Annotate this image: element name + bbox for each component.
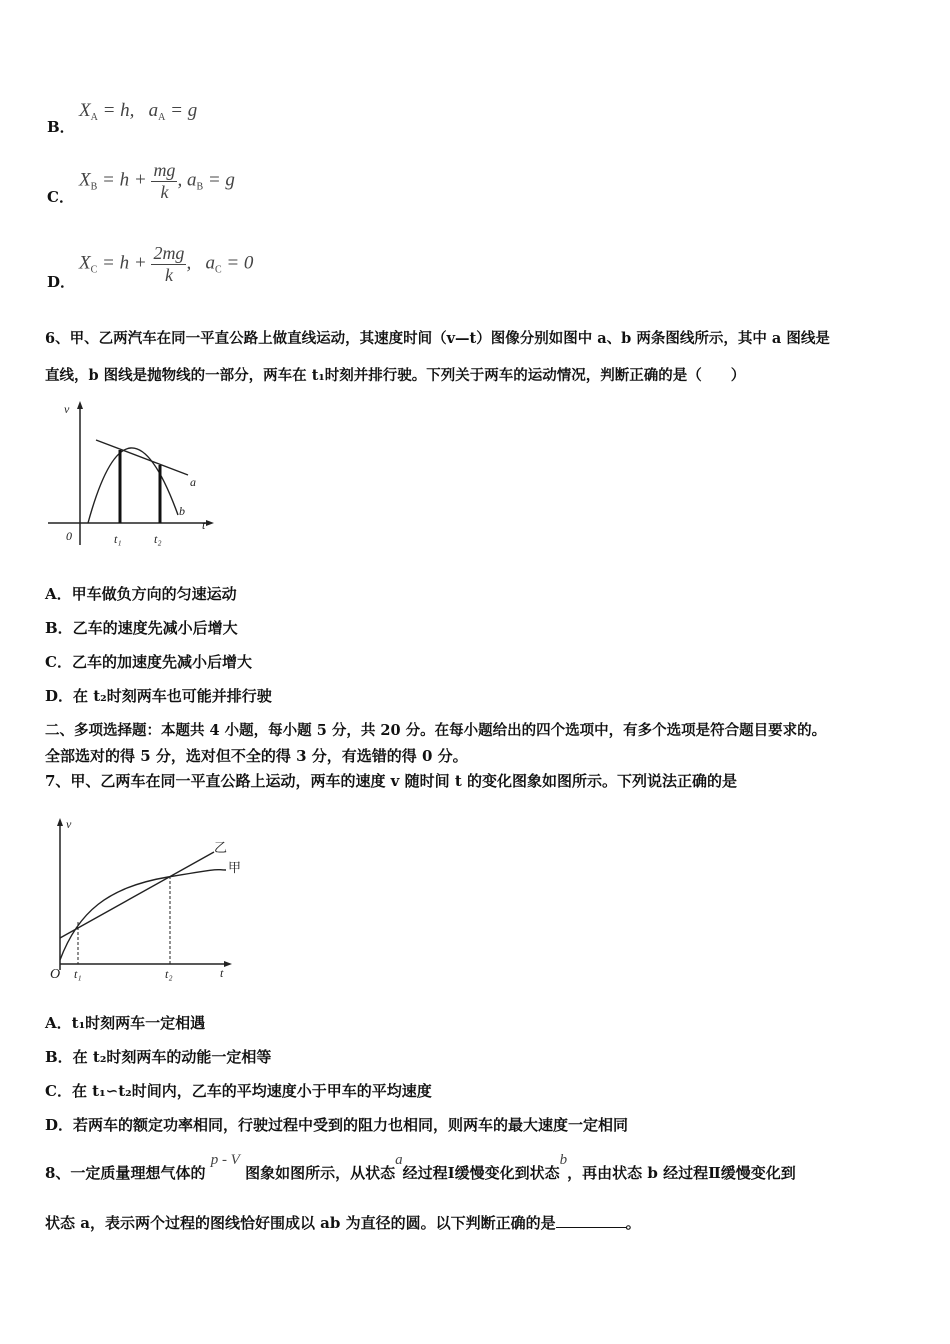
yi-label: 乙 xyxy=(214,841,228,856)
q8-state-b: b xyxy=(559,1152,568,1168)
t2-label: t₂ xyxy=(154,532,162,546)
q6-vt-figure xyxy=(40,395,220,555)
t2-label: t₂ xyxy=(165,967,173,981)
q7-stem: 7、甲、乙两车在同一平直公路上运动，两车的速度 v 随时间 t 的变化图象如图所示。下列说法正确的是 xyxy=(45,772,737,790)
formula-part: = h + xyxy=(97,169,152,191)
formula-part: a xyxy=(148,100,159,121)
formula-part: = g xyxy=(203,169,235,191)
q7-vt-figure xyxy=(38,812,253,987)
formula-sub: B xyxy=(90,181,98,193)
fraction xyxy=(151,160,177,202)
formula xyxy=(79,100,197,123)
jia-label: 甲 xyxy=(228,861,242,876)
option-letter: B． xyxy=(47,118,75,136)
fraction-numerator: mg xyxy=(153,160,176,180)
t-axis-arrow xyxy=(224,961,232,967)
formula-part: , xyxy=(186,252,192,274)
q5-option-d[interactable] xyxy=(47,243,347,295)
fraction xyxy=(151,243,186,285)
a-label: a xyxy=(190,475,196,489)
formula-part: = g xyxy=(165,100,198,121)
formula-part: = 0 xyxy=(221,252,254,274)
t-label: t xyxy=(220,966,224,980)
formula-sub: A xyxy=(90,112,98,123)
q5-option-b[interactable] xyxy=(47,100,347,140)
q5-option-c[interactable] xyxy=(47,160,347,212)
formula-part: , a xyxy=(177,169,197,191)
line-yi xyxy=(60,852,214,938)
q7-option-c[interactable]: C．在 t₁∽t₂时间内，乙车的平均速度小于甲车的平均速度 xyxy=(45,1082,432,1100)
q6-option-d[interactable]: D．在 t₂时刻两车也可能并排行驶 xyxy=(45,687,272,705)
curve-b xyxy=(88,448,178,523)
q8-stem-line1 xyxy=(45,1152,796,1184)
b-label: b xyxy=(179,504,185,518)
q7-option-b[interactable]: B．在 t₂时刻两车的动能一定相等 xyxy=(45,1048,272,1066)
curve-jia xyxy=(60,870,226,960)
t-axis-arrow xyxy=(206,520,214,526)
q8-text: 8、一定质量理想气体的 xyxy=(45,1164,206,1182)
option-letter: D． xyxy=(47,273,76,291)
v-label: v xyxy=(64,402,70,416)
formula-part: = h, xyxy=(97,100,135,121)
v-axis-arrow xyxy=(57,818,63,826)
v-axis-arrow xyxy=(77,401,83,409)
line-a xyxy=(96,440,188,475)
formula-part: X xyxy=(79,100,91,121)
fraction-numerator: 2mg xyxy=(153,243,185,263)
q6-stem-line2: 直线，b 图线是抛物线的一部分，两车在 t₁时刻并排行驶。下列关于两车的运动情况，判断正确的是（ ） xyxy=(45,367,746,384)
origin-label: 0 xyxy=(66,529,72,543)
fraction-denominator: k xyxy=(160,181,169,202)
formula-sub: C xyxy=(90,264,98,276)
formula-sub: A xyxy=(158,112,166,123)
q6-option-b[interactable]: B．乙车的速度先减小后增大 xyxy=(45,619,238,637)
formula-sub: C xyxy=(214,264,222,276)
q8-text: 状态 a，表示两个过程的图线恰好围成以 ab 为直径的圆。以下判断正确的是 xyxy=(45,1214,556,1232)
formula xyxy=(79,160,235,202)
q8-text: 图象如图所示，从状态 xyxy=(245,1164,396,1182)
formula-part: a xyxy=(205,252,215,274)
q8-text: 经过程Ⅰ缓慢变化到状态 xyxy=(402,1164,560,1182)
q8-pv-symbol: p - V xyxy=(210,1152,240,1168)
option-letter: C． xyxy=(47,188,74,206)
q8-end: 。 xyxy=(625,1214,641,1232)
section2-line1: 二、多项选择题：本题共 4 小题，每小题 5 分，共 20 分。在每小题给出的四个选项中，有多个选项是符合题目要求的。 xyxy=(45,722,827,739)
answer-blank[interactable] xyxy=(556,1213,626,1228)
q6-stem-line1: 6、甲、乙两汽车在同一平直公路上做直线运动，其速度时间（v—t）图像分别如图中 a、b 两条图线所示，其中 a 图线是 xyxy=(45,330,830,347)
q7-option-a[interactable]: A．t₁时刻两车一定相遇 xyxy=(45,1014,206,1032)
formula-part: X xyxy=(79,169,91,191)
q6-option-a[interactable]: A．甲车做负方向的匀速运动 xyxy=(45,585,237,603)
formula xyxy=(79,243,253,285)
fraction-denominator: k xyxy=(164,264,173,285)
q6-option-c[interactable]: C．乙车的加速度先减小后增大 xyxy=(45,653,252,671)
origin-label: O xyxy=(50,967,61,982)
t-label: t xyxy=(202,518,206,532)
v-label: v xyxy=(66,817,72,831)
t1-label: t₁ xyxy=(114,532,122,546)
q8-text: ，再由状态 b 经过程Ⅱ缓慢变化到 xyxy=(567,1164,796,1182)
formula-part: = h + xyxy=(97,252,152,274)
formula-sub: B xyxy=(196,181,204,193)
formula-part: X xyxy=(79,252,91,274)
t1-label: t₁ xyxy=(74,967,82,981)
q8-stem-line2 xyxy=(45,1213,641,1233)
q8-state-a: a xyxy=(395,1152,403,1168)
section2-line2: 全部选对的得 5 分，选对但不全的得 3 分，有选错的得 0 分。 xyxy=(45,747,468,765)
q7-option-d[interactable]: D．若两车的额定功率相同，行驶过程中受到的阻力也相同，则两车的最大速度一定相同 xyxy=(45,1116,629,1134)
